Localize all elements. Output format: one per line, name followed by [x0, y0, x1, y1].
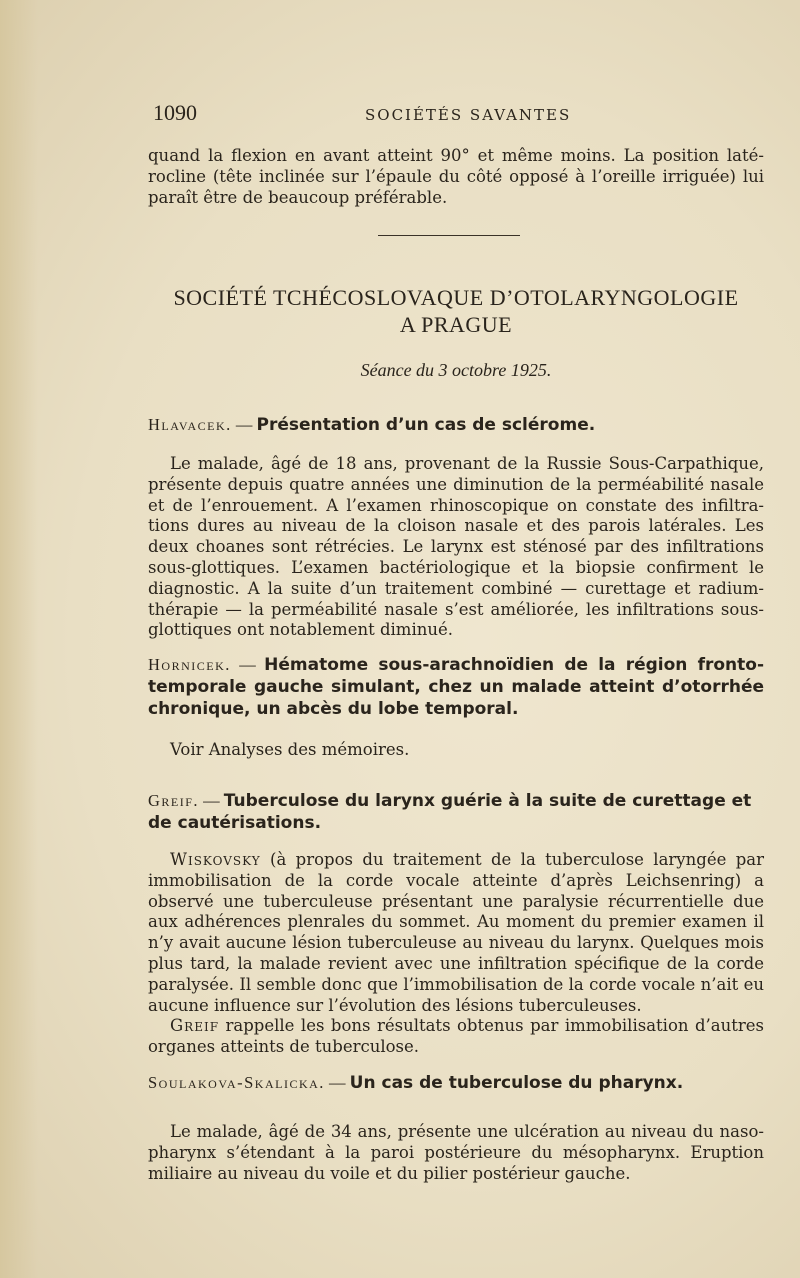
entry-title: Hématome sous-arachnoïdien de la région fronto-temporale gauche simulant, chez un malade atteint d’otorrhée chronique, un abcès du lobe temporal. — [148, 655, 764, 719]
entry-author: Wiskovsky — [170, 850, 261, 869]
entry-body-text: (à propos du traitement de la tuberculose laryngée par immobilisation de la corde vocale atteinte d’après Leichsenring) a observé une tuberculeuse présentant une paralysie récurrentielle due aux adhérences plenrales du sommet. Au moment du premier examen il n’y avait aucune lésion tuberculeuse au niveau du larynx. Quelques mois plus tard, la malade revient avec une infiltration spécifique de la corde paralysée. Il semble donc que l’immobilisation de la corde vocale n’ait eu aucune influence sur l’évolution des lésions tuberculeuses. — [148, 850, 764, 1015]
heading-dash: — — [235, 415, 257, 434]
entry-heading — [148, 654, 764, 720]
entry-author: Greif — [170, 1016, 220, 1036]
entry-author: Soulakova-Skalicka. — [148, 1073, 325, 1092]
entry-heading — [148, 414, 764, 436]
society-title — [150, 284, 762, 338]
entry-wiskovsky — [148, 850, 764, 1058]
society-title-line-2: A PRAGUE — [399, 312, 513, 337]
entry-heading — [148, 1072, 764, 1094]
running-head — [153, 100, 764, 130]
entry-paragraph: Le malade, âgé de 34 ans, présente une ulcération au niveau du nasopharynx s’étendant à la paroi postérieure du mésopharynx. Eruption miliaire au niveau du voile et du pilier postérieur gauche. — [148, 1122, 764, 1183]
entry-heading — [148, 790, 764, 834]
continuation-paragraph: quand la flexion en avant atteint 90° et même moins. La position latérocline (tête inclinée sur l’épaule du côté opposé à l’oreille irriguée) lui paraît être de beaucoup préférable. — [148, 146, 764, 207]
entry-paragraph: Le malade, âgé de 18 ans, provenant de la Russie Sous-Carpathique, présente depuis quatre années une diminution de la perméabilité nasale et de l’enrouement. A l’examen rhinoscopique on constate des infiltrations dures au niveau de la cloison nasale et des parois latérales. Les deux choanes sont rétrécies. Le larynx est sténosé par des infiltrations sous-glottiques. L’examen bactériologique et la biopsie confirment le diagnostic. A la suite d’un traitement combiné — curettage et radiumthérapie — la perméabilité nasale s’est améliorée, les infiltrations sousglottiques ont notablement diminué. — [148, 454, 764, 640]
entry-hlavacek — [148, 414, 764, 436]
heading-dash: — — [239, 655, 256, 674]
entry-hornicek — [148, 654, 764, 720]
entry-title: Tuberculose du larynx guérie à la suite de curettage et de cautérisations. — [148, 791, 752, 833]
section-divider — [378, 235, 520, 236]
heading-dash: — — [329, 1073, 350, 1092]
entry-author: Hornicek. — [148, 655, 231, 674]
entry-hornicek-body — [148, 740, 764, 761]
entry-hlavacek-body — [148, 454, 764, 641]
session-date: Séance du 3 octobre 1925. — [360, 360, 552, 380]
entry-author: Greif. — [148, 791, 200, 810]
entry-paragraph: Voir Analyses des mémoires. — [170, 740, 410, 759]
entry-paragraph — [148, 1016, 764, 1058]
running-title: SOCIÉTÉS SAVANTES — [365, 106, 572, 124]
society-title-line-1: SOCIÉTÉ TCHÉCOSLOVAQUE D’OTOLARYNGOLOGIE — [173, 285, 739, 310]
entry-title: Présentation d’un cas de sclérome. — [256, 415, 596, 435]
entry-paragraph — [148, 850, 764, 1016]
entry-title: Un cas de tuberculose du pharynx. — [349, 1073, 684, 1093]
page-number: 1090 — [153, 100, 197, 125]
continuation-paragraph-block — [148, 146, 764, 208]
entry-body-text: rappelle les bons résultats obtenus par immobilisation d’autres organes atteints de tuberculose. — [148, 1016, 764, 1057]
page-edge-shadow — [0, 0, 38, 1278]
heading-dash: — — [203, 791, 224, 810]
entry-greif — [148, 790, 764, 834]
entry-soulakova-body — [148, 1122, 764, 1184]
entry-soulakova — [148, 1072, 764, 1094]
entry-author: Hlavacek. — [148, 415, 232, 434]
